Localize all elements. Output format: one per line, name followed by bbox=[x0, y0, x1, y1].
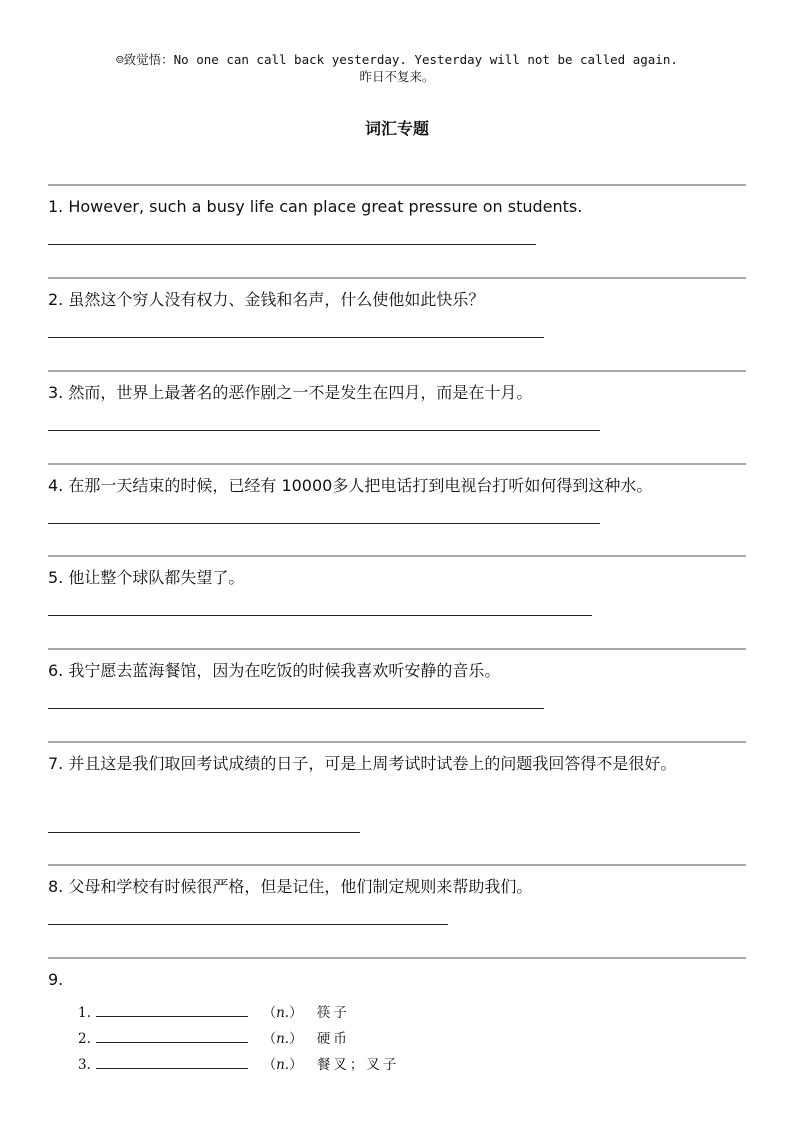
question-text: 9. bbox=[48, 970, 64, 989]
vocab-blank[interactable] bbox=[96, 1030, 248, 1043]
vocab-number: 3. bbox=[78, 1057, 91, 1073]
question-5 bbox=[48, 555, 746, 648]
question-text: 6. 我宁愿去蓝海餐馆，因为在吃饭的时候我喜欢听安静的音乐。 bbox=[48, 661, 501, 680]
vocab-blank[interactable] bbox=[96, 1056, 248, 1069]
question-4 bbox=[48, 463, 746, 555]
answer-line[interactable] bbox=[48, 615, 592, 616]
vocab-item bbox=[78, 1001, 350, 1021]
question-3 bbox=[48, 370, 746, 463]
question-text: 4. 在那一天结束的时候，已经有 10000多人把电话打到电视台打听如何得到这种水。 bbox=[48, 476, 653, 495]
question-7 bbox=[48, 741, 746, 864]
vocab-number: 2. bbox=[78, 1031, 91, 1047]
answer-line[interactable] bbox=[48, 708, 544, 709]
answer-line[interactable] bbox=[48, 832, 360, 833]
motto-header bbox=[0, 51, 794, 85]
question-1 bbox=[48, 184, 746, 277]
vocab-item bbox=[78, 1053, 399, 1073]
vocab-item bbox=[78, 1027, 350, 1047]
page-title: 词汇专题 bbox=[364, 119, 429, 138]
question-text: 1. However, such a busy life can place great pressure on students. bbox=[48, 197, 583, 216]
part-of-speech: （n.） bbox=[262, 1031, 303, 1047]
question-2 bbox=[48, 277, 746, 370]
vocab-blank[interactable] bbox=[96, 1004, 248, 1017]
motto-line-chinese: 昨日不复来。 bbox=[359, 69, 435, 84]
part-of-speech: （n.） bbox=[262, 1057, 303, 1073]
part-of-speech: （n.） bbox=[262, 1005, 303, 1021]
question-text: 5. 他让整个球队都失望了。 bbox=[48, 568, 245, 587]
answer-line[interactable] bbox=[48, 430, 600, 431]
vocab-meaning: 硬币 bbox=[316, 1031, 350, 1047]
vocab-number: 1. bbox=[78, 1005, 91, 1021]
question-text: 8. 父母和学校有时候很严格，但是记住，他们制定规则来帮助我们。 bbox=[48, 877, 533, 896]
question-list bbox=[48, 184, 746, 1077]
vocab-meaning: 餐叉；叉子 bbox=[316, 1057, 400, 1073]
answer-line[interactable] bbox=[48, 523, 600, 524]
answer-line[interactable] bbox=[48, 337, 544, 338]
question-6 bbox=[48, 648, 746, 741]
question-text: 7. 并且这是我们取回考试成绩的日子，可是上周考试时试卷上的问题我回答得不是很好。 bbox=[48, 754, 677, 773]
question-8 bbox=[48, 864, 746, 957]
question-text: 3. 然而，世界上最著名的恶作剧之一不是发生在四月，而是在十月。 bbox=[48, 383, 533, 402]
motto-line-english: ☺致觉悟：No one can call back yesterday. Yesterday will not be called again. bbox=[116, 52, 678, 67]
question-9 bbox=[48, 957, 746, 1077]
question-text: 2. 虽然这个穷人没有权力、金钱和名声，什么使他如此快乐？ bbox=[48, 290, 485, 309]
vocab-meaning: 筷子 bbox=[316, 1005, 350, 1021]
answer-line[interactable] bbox=[48, 244, 536, 245]
answer-line[interactable] bbox=[48, 924, 448, 925]
